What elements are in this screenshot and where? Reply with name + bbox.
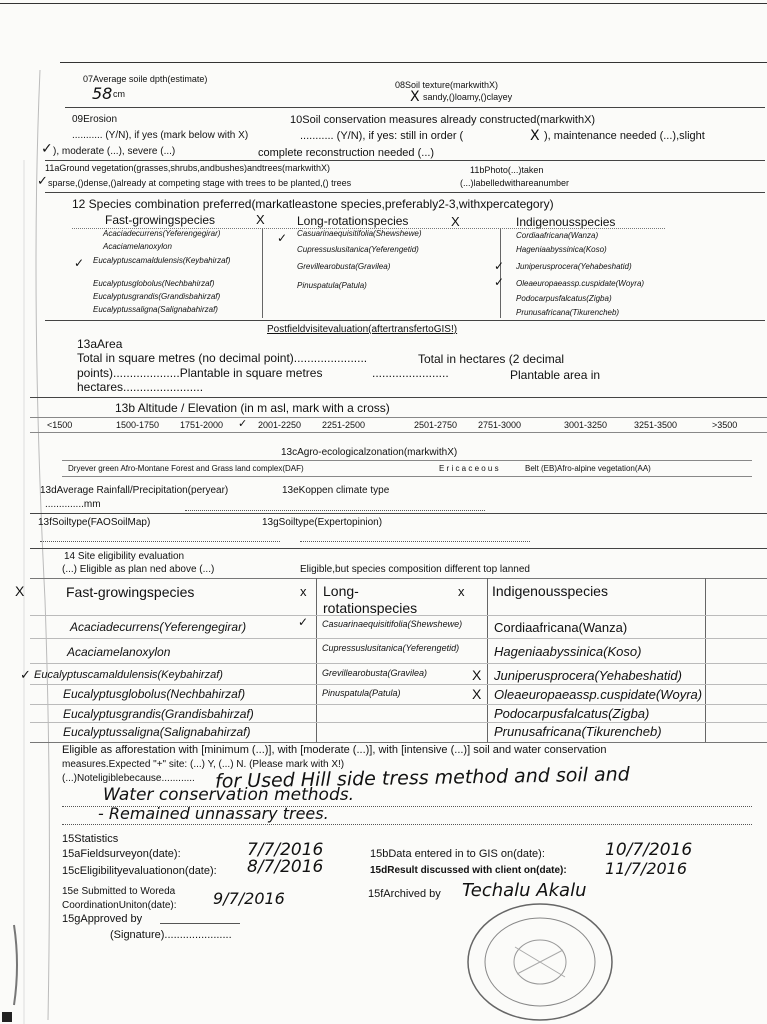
f12-indig-5: Prunusafricana(Tikurencheb) [516,308,620,317]
f12-fast-3: Eucalyptusglobolus(Nechbahirzaf) [93,279,215,288]
rule-a [65,107,765,108]
f14-col3 [705,578,706,743]
f12-indig-0: Cordiaafricana(Wanza) [516,231,599,240]
f15e-label-1: 15e Submitted to Woreda [62,886,176,897]
f13a-l2c: Plantable area in [510,368,601,382]
f08-mark: X [410,89,420,105]
f14-row-2 [30,638,767,639]
f14-long-2: Grevillearobusta(Gravilea) [322,668,428,678]
f14-fast-5: Eucalyptussaligna(Salignabahirzaf) [63,725,251,739]
f13e-line [185,510,485,511]
f13c-zone-1: Dryever green Afro-Montane Forest and Grass land complex(DAF) [68,464,304,473]
f15c-value: 8/7/2016 [247,857,324,877]
f13a-l2: points)....................Plantable in square metres [77,366,323,380]
f11a-mark: ✓ [37,174,48,189]
f13b-range-4: 2251-2500 [322,420,366,430]
f11a-options: sparse,()dense,()already at competing stage with trees to be planted,() trees [48,178,352,188]
f12-fast-1: Acaciamelanoxylon [103,242,172,251]
f13e-label: 13eKoppen climate type [282,485,390,496]
f09-mark: ✓ [41,141,53,157]
corner-mark [2,1012,12,1022]
f07-unit: cm [113,89,125,99]
f12-fast-4: Eucalyptusgrandis(Grandisbahirzaf) [93,292,221,301]
f14-fast-3: Eucalyptusglobolus(Nechbahirzaf) [63,687,246,701]
f13b-range-1: 1500-1750 [116,420,160,430]
f12-col1 [262,228,263,318]
f13f-line [40,541,280,542]
f10-line1b: ), maintenance needed (...),slight [544,130,705,142]
f15g-label: 15gApproved by [62,913,143,925]
f12-long-3: Pinuspatula(Patula) [297,281,367,290]
f14-handwritten-2: Water conservation methods. [103,785,354,805]
f12-col2 [500,228,501,318]
f13c-grid-bottom [62,476,752,477]
f14-grid-top [30,578,767,579]
f14-mark-x1: X [15,583,25,599]
f13a-l3: hectares........................ [77,380,204,394]
rule-e [30,397,767,398]
f07-label: 07Average soile dpth(estimate) [83,74,208,84]
f12-indig-mark-3: ✓ [494,275,505,289]
f10-line2: complete reconstruction needed (...) [258,147,435,159]
f14-long-0: Casuarinaequisitifolia(Shewshewe) [322,619,463,629]
rule-c [45,192,765,193]
f09-line2: ), moderate (...), severe (...) [53,146,176,157]
f15b-value: 10/7/2016 [605,840,693,860]
f15a-label: 15aFieldsurveyon(date): [62,848,181,860]
f14-handwritten-1: for Used Hill side tress method and soil and [214,763,630,793]
f14-row-5 [30,704,767,705]
f12-indig-4: Podocarpusfalcatus(Zigba) [516,294,612,303]
f14-indig-5: Prunusafricana(Tikurencheb) [494,724,662,739]
post-eval-title: Postfieldvisitevaluation(aftertransfertoGIS!) [267,324,458,335]
f12-head-long: Long-rotationspecies [297,214,409,228]
f15b-label: 15bData entered in to GIS on(date): [370,848,545,860]
rule-g [30,548,767,549]
f14-handwritten-3: - Remained unnassary trees. [98,804,329,823]
f13b-range-0: <1500 [47,420,73,430]
f13a-l2b: ....................... [372,366,449,380]
f13b-grid-bottom [30,432,767,433]
f07-value: 58 [92,84,113,103]
f15f-label: 15fArchived by [368,888,441,900]
f12-indig-1: Hageniaabyssinica(Koso) [516,245,607,254]
top-rule [60,62,767,63]
top-border [0,3,767,4]
f14-mark-x2: x [300,584,307,599]
f13b-range-6: 2751-3000 [478,420,522,430]
f13b-range-5: 2501-2750 [414,420,458,430]
f13b-range-8: 3251-3500 [634,420,678,430]
f13c-label: 13cAgro-ecologicalzonation(markwithX) [281,447,458,458]
f10-mark: X [530,128,540,144]
f15g-signature: (Signature)...................... [110,929,232,941]
f13f-label: 13fSoiltype(FAOSoilMap) [38,517,151,528]
f13a-label: 13aArea [77,337,123,351]
f15e-label-2: CoordinationUniton(date): [62,900,177,911]
f10-line1: ........... (Y/N), if yes: still in order ( [300,130,464,142]
f14-indig-4: Podocarpusfalcatus(Zigba) [494,706,650,721]
f13a-l1b: Total in hectares (2 decimal [418,352,565,366]
f14-head-long: Long- rotationspecies [323,583,418,616]
f14-long-mark: ✓ [298,615,309,629]
f14-afforest: Eligible as afforestation with [minimum (...)], with [moderate (...)], with [intensive (...)] soil and water conservation [62,744,607,756]
f14-row-3 [30,663,767,664]
f09-label: 09Erosion [72,114,118,125]
f13a-l1: Total in square metres (no decimal point)...................... [77,351,368,365]
stamp-seal [455,892,615,1022]
f14-noteligible: (...)Noteligiblebecause............ [62,773,195,784]
f14-row-1 [30,615,767,616]
f15a-value: 7/7/2016 [247,840,324,860]
f14-row-6 [30,722,767,723]
f08-label: 08Soil texture(markwithX) [395,80,499,90]
f14-indig-3: Oleaeuropaeassp.cuspidate(Woyra) [494,687,703,702]
f14-opt2: Eligible,but species composition different top lanned [300,564,530,575]
f13b-grid-top [30,417,767,418]
f12-title: 12 Species combination preferred(markatleastone species,preferably2-3,withxpercategory) [72,197,554,211]
f14-row-4 [30,684,767,685]
rule-d [45,320,765,321]
f08-options: sandy,()loamy,()clayey [423,92,513,102]
f12-long-2: Grevillearobusta(Gravilea) [297,262,391,271]
f14-grid-bottom [30,742,767,743]
f13b-mark: ✓ [238,417,248,430]
f14-label: 14 Site eligibility evaluation [64,551,185,562]
f15-label: 15Statistics [62,833,119,845]
f14-mark-x3: x [458,584,465,599]
f14-fast-4: Eucalyptusgrandis(Grandisbahirzaf) [63,707,254,721]
f13c-grid-top [62,460,752,461]
f12-head-mark-fast: X [256,212,265,227]
f14-indig-mark-3: X [472,686,482,702]
rule-f [30,513,767,514]
f14-long-1: Cupressuslusitanica(Yeferengetid) [322,643,460,653]
f14-long-3: Pinuspatula(Patula) [322,688,401,698]
f13d-label: 13dAverage Rainfall/Precipitation(peryear) [40,485,229,496]
f13c-zone-2b: Belt (EB)Afro-alpine vegetation(AA) [525,464,651,473]
f14-measures: measures.Expected "+" site: (...) Y, (...) N. (Please mark with X!) [62,759,345,770]
f14-indig-1: Hageniaabyssinica(Koso) [494,644,642,659]
f13b-label: 13b Altitude / Elevation (in m asl, mark with a cross) [115,401,390,415]
f15e-value: 9/7/2016 [213,889,285,908]
f13b-range-7: 3001-3250 [564,420,608,430]
f10-label: 10Soil conservation measures already constructed(markwithX) [290,114,596,126]
f12-indig-3: Oleaeuropaeassp.cuspidate(Woyra) [516,279,645,288]
f13b-range-9: >3500 [712,420,738,430]
f12-fast-5: Eucalyptussaligna(Salignabahirzaf) [93,305,218,314]
f12-head-indig: Indigenousspecies [516,215,616,229]
f14-col1 [316,578,317,743]
f14-fast-0: Acaciadecurrens(Yeferengegirar) [70,620,247,634]
f12-indig-2: Juniperusprocera(Yehabeshatid) [516,262,632,271]
f14-fast-1: Acaciamelanoxylon [67,645,171,659]
f12-fast-0: Acaciadecurrens(Yeferengegirar) [103,229,221,238]
f14-indig-2: Juniperusprocera(Yehabeshatid) [494,668,682,683]
f14-line-3 [62,824,752,825]
f14-col2 [487,578,488,743]
f14-indig-0: Cordiaafricana(Wanza) [494,620,628,635]
f15c-label: 15cEligibilityevaluationon(date): [62,865,217,877]
f11b-label: 11bPhoto(...)taken [470,165,544,175]
rule-b [45,160,765,161]
f12-fast-2: Eucalyptuscamaldulensis(Keybahirzaf) [93,256,231,265]
f12-head-fast: Fast-growingspecies [105,213,216,227]
f12-long-1: Cupressuslusitanica(Yeferengetid) [297,245,419,254]
f15g-line [160,923,240,924]
f12-fast-mark: ✓ [74,256,85,270]
f13g-label: 13gSoiltype(Expertopinion) [262,517,383,528]
f09-line1: ........... (Y/N), if yes (mark below with X) [72,130,249,141]
f14-fast-mark: ✓ [20,668,31,683]
f13d-unit: ..............mm [45,499,101,510]
f11a-label: 11aGround vegetation(grasses,shrubs,andbushes)andtrees(markwithX) [45,163,330,173]
f14-fast-2: Eucalyptuscamaldulensis(Keybahirzaf) [34,669,223,681]
f13b-range-3: 2001-2250 [258,420,302,430]
f14-opt1: (...) Eligible as plan ned above (...) [62,564,215,575]
f13b-range-2: 1751-2000 [180,420,224,430]
f12-indig-mark-2: ✓ [494,259,505,273]
f11b-note: (...)labelledwithareanumber [460,178,570,188]
f14-indig-mark-2: X [472,667,482,683]
f13c-zone-2a: E r i c a c e o u s [439,464,499,473]
f12-head-mark-long: X [451,214,460,229]
left-edge-stamp-fragment [0,915,30,1015]
f15d-value: 11/7/2016 [605,859,688,878]
f12-long-mark: ✓ [277,231,288,245]
f15f-value: Techalu Akalu [462,880,587,901]
f15d-label: 15dResult discussed with client on(date): [370,865,567,876]
f12-long-0: Casuarinaequisitifolia(Shewshewe) [297,229,422,238]
f13g-line [300,541,530,542]
f14-head-fast: Fast-growingspecies [66,584,195,600]
f14-head-indig: Indigenousspecies [492,583,608,599]
